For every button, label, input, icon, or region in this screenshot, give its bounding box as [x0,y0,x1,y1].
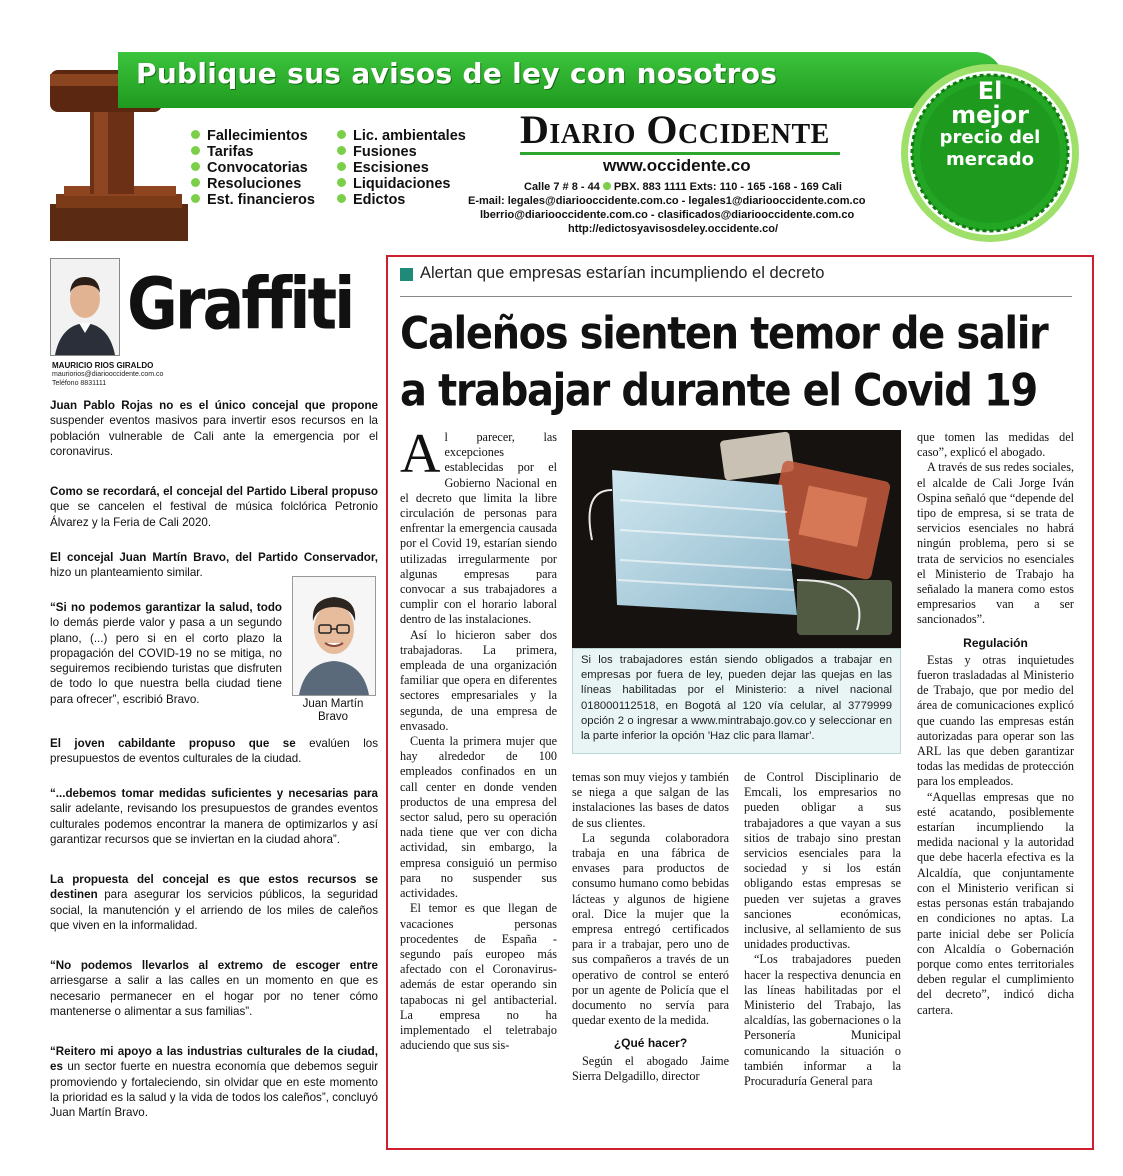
paragraph: La propuesta del concejal es que estos recursos se destinen para asegurar los servicios públicos, la seguridad social, la manutención y el arriendo de los miles de caleños que viven en la informalidad. [50,873,378,932]
list-item: Convocatorias [191,160,315,176]
bullet-icon [337,162,346,171]
subheading: Regulación [963,635,1028,650]
article-column-3 [744,770,901,1089]
columnist-photo [50,258,120,356]
list-item: Liquidaciones [337,176,466,192]
bullet-icon [191,178,200,187]
list-item: Resoluciones [191,176,315,192]
bravo-photo [292,576,376,696]
paragraph: Estas y otras inquietudes fueron trasladadas al Ministerio de Trabajo, que por medio del área de comunicaciones explicó que cuando las empresas están autorizadas para operar son las ARL las que deben garantizar todas las medidas de protección para los empleados. [917,652,1074,789]
article-headline: Caleños sienten temor de salir a trabajar durante el Covid 19 [400,308,1048,417]
column-title: Graffiti [127,261,353,346]
paragraph: Según el abogado Jaime Sierra Delgadillo, director [572,1053,729,1083]
list-item: Tarifas [191,144,315,160]
newspaper-logo: Diario Occidente [520,107,830,152]
paragraph: “Reitero mi apoyo a las industrias culturales de la ciudad, es un sector fuerte en nuestra economía que debemos seguir promoviendo y fortaleciendo, sin olvidar que en este momento la prioridad es la salud y la vida de todos los caleños”, concluyó Juan Martín Bravo. [50,1045,378,1120]
paragraph: El joven cabildante propuso que se evalúen los presupuestos de eventos culturales de la ciudad. [50,737,379,766]
web-link[interactable]: http://edictosyavisosdeley.occidente.co/ [568,223,779,235]
bullet-icon [337,178,346,187]
paragraph: A través de sus redes sociales, el alcalde de Cali Jorge Iván Ospina señaló que “depende del tipo de empresa, si se trata de servicios esenciales no habrá ningún problema, pero si se trata de servicios no esenciales el Ministerio de Trabajo ha señalado la manera como estos empresarios van a ser sancionados”. [917,460,1074,627]
person-icon [293,577,375,695]
bullet-icon [191,130,200,139]
bullet-icon [337,194,346,203]
logo-underline [520,152,840,155]
drop-cap: A [400,423,441,485]
bullet-icon [191,146,200,155]
bullet-icon [337,130,346,139]
price-badge-text: El mejor precio del mercado [939,77,1041,170]
paragraph: “Los trabajadores pueden hacer la respectiva denuncia en las líneas habilitadas por el Ministerio del Trabajo, las alcaldías, las gobernaciones o la Personería Municipal comunicando la situación o también informar a la Procuraduría General para [744,952,901,1089]
paragraph: Como se recordará, el concejal del Partido Liberal propuso que se cancelen el festival de música folclórica Petronio Álvarez y la Feria de Cali 2020. [50,485,378,529]
paragraph: Juan Pablo Rojas no es el único concejal que propone suspender eventos masivos para invertir esos recursos en la población vulnerable de Cali ante la emergencia por el coronavirus. [50,399,378,458]
article-column-4 [917,430,1074,1018]
photo-caption: Si los trabajadores están siendo obligados a trabajar en empresas por fuera de ley, pueden dejar las quejas en las líneas habilitadas por el Ministerio: a nivel nacional 018000112518, en Bogotá al 120 vía celular, al 3779999 opción 2 o ingresar a www.mintrabajo.gov.co y seleccionar en la parte inferior la opción 'Haz clic para llamar'. [572,648,901,754]
paragraph: de Control Disciplinario de Emcali, los empresarios no pueden obligar a sus trabajadores a que vayan a sus sitios de trabajo sino prestan servicios esenciales para la sociedad y si los están obligando estas empresas se pueden ver sujetas a graves sanciones económicas, inclusive, al sellamiento de sus unidades productivas. [744,770,901,952]
author-phone: Teléfono 8831111 [52,380,107,387]
divider [400,296,1072,297]
kicker-square-icon [400,268,413,281]
paragraph: El concejal Juan Martín Bravo, del Partido Conservador, hizo un planteamiento similar. [50,551,378,580]
author-email[interactable]: mauriorios@diariooccidente.com.co [52,371,164,378]
paragraph: Al parecer, las excepciones establecidas por el Gobierno Nacional en el decreto que limita la libre circulación de personas para enfrentar la emergencia causada por el Covid 19, estarían siendo utilizadas irregularmente por algunas empresas para convocar a sus trabajadores a cumplir con el horario laboral dentro de las instalaciones. [400,423,557,627]
paragraph: que tomen las medidas del caso”, explicó el abogado. [917,430,1074,460]
list-item: Est. financieros [191,192,315,208]
subheading: ¿Qué hacer? [613,1036,688,1051]
person-icon [51,259,119,355]
email-line-1: E-mail: legales@diariooccidente.com.co - legales1@diariooccidente.com.co [468,195,866,207]
address: Calle 7 # 8 - 44 [524,181,600,193]
photo-caption: Juan Martín Bravo [302,698,364,723]
list-item: Fallecimientos [191,128,315,144]
website-link[interactable]: www.occidente.co [603,156,751,175]
paragraph: temas son muy viejos y también se niega a que salgan de las instalaciones las bases de datos de sus clientes. [572,770,729,830]
paragraph: La segunda colaboradora trabaja en una fábrica de envases para productos de consumo humano como bebidas lácteas y algunos de higiene oral. Dice la mujer que la empresa entregó certificados para ir a trabajar, pero uno de sus compañeros a través de un operativo de control se enteró por un agente de Policía que el documento no servía para quedar exento de la medida. [572,830,729,1028]
bullet-icon [337,146,346,155]
list-item: Lic. ambientales [337,128,466,144]
paragraph: “Aquellas empresas que no esté acatando, posiblemente estarían incumpliendo la medida nacional y la autoridad que debe hacerla efectiva es la Alcaldía, que conjuntamente con el Ministerio verifican si estas personas están trabajando en condiciones no aptas. La parte inicial debe ser Policía con Alcaldía o Gobernación porque como entes territoriales deben regular el cumplimiento del decreto”, indicó dicha cartera. [917,789,1074,1017]
address-line [524,180,842,194]
face-mask-icon [572,430,901,648]
article-kicker: Alertan que empresas estarían incumpliendo el decreto [420,264,825,282]
banner-headline: Publique sus avisos de ley con nosotros [136,57,778,90]
article-column-1 [400,423,557,1053]
author-name: MAURICIO RIOS GIRALDO [52,361,154,370]
email-line-2: lberrio@diariooccidente.com.co - clasificados@diariooccidente.com.co [480,209,855,221]
face-mask-photo [572,430,901,648]
list-item: Fusiones [337,144,466,160]
bullet-icon [603,182,611,190]
paragraph: “Si no podemos garantizar la salud, todo lo demás pierde valor y pasa a un segundo plano, (...) pero si en el corto plazo la propagación del COVID-19 no se mitiga, no seguiremos recibiendo turistas que disfruten de todo lo que nuestra bella ciudad tiene para ofrecer”, escribió Bravo. [50,601,282,706]
service-list-1 [191,128,315,208]
paragraph: Cuenta la primera mujer que hay alrededor de 100 empleados confinados en un call center en donde venden productos de una empresa del sector salud, pero su operación nada tiene que ver con dicha actividad, sin embargo, la empresa consiguió un permiso para no suspender sus actividades. [400,734,557,901]
article-column-2 [572,770,729,1084]
paragraph: “...debemos tomar medidas suficientes y necesarias para salir adelante, revisando los presupuestos de grandes eventos culturales podemos encontrar la manera de optimizarlos y así garantizar recursos que se inviertan en la ciudad ahora”. [50,787,378,846]
service-list-2 [337,128,466,208]
paragraph: El temor es que llegan de vacaciones personas procedentes de España -segundo país europeo más afectado con el Coronavirus- además de estar operando sin tapabocas ni gel antibacterial. La empresa no ha implementado el teletrabajo aduciendo que sus sis- [400,901,557,1053]
paragraph: “No podemos llevarlos al extremo de escoger entre arriesgarse a salir a las calles en un momento en que es necesario permanecer en el hogar por no tener cómo mantenerse o alimentar a sus familias”. [50,959,378,1018]
bullet-icon [191,162,200,171]
bullet-icon [191,194,200,203]
legal-notices-banner [50,36,1080,246]
list-item: Escisiones [337,160,466,176]
paragraph: Así lo hicieron saber dos trabajadoras. La primera, empleada de una organización familiar que opera en diferentes sectores empresariales y la segunda, de una empresa de envasado. [400,627,557,733]
phone: PBX. 883 1111 Exts: 110 - 165 -168 - 169 Cali [613,181,842,193]
list-item: Edictos [337,192,466,208]
